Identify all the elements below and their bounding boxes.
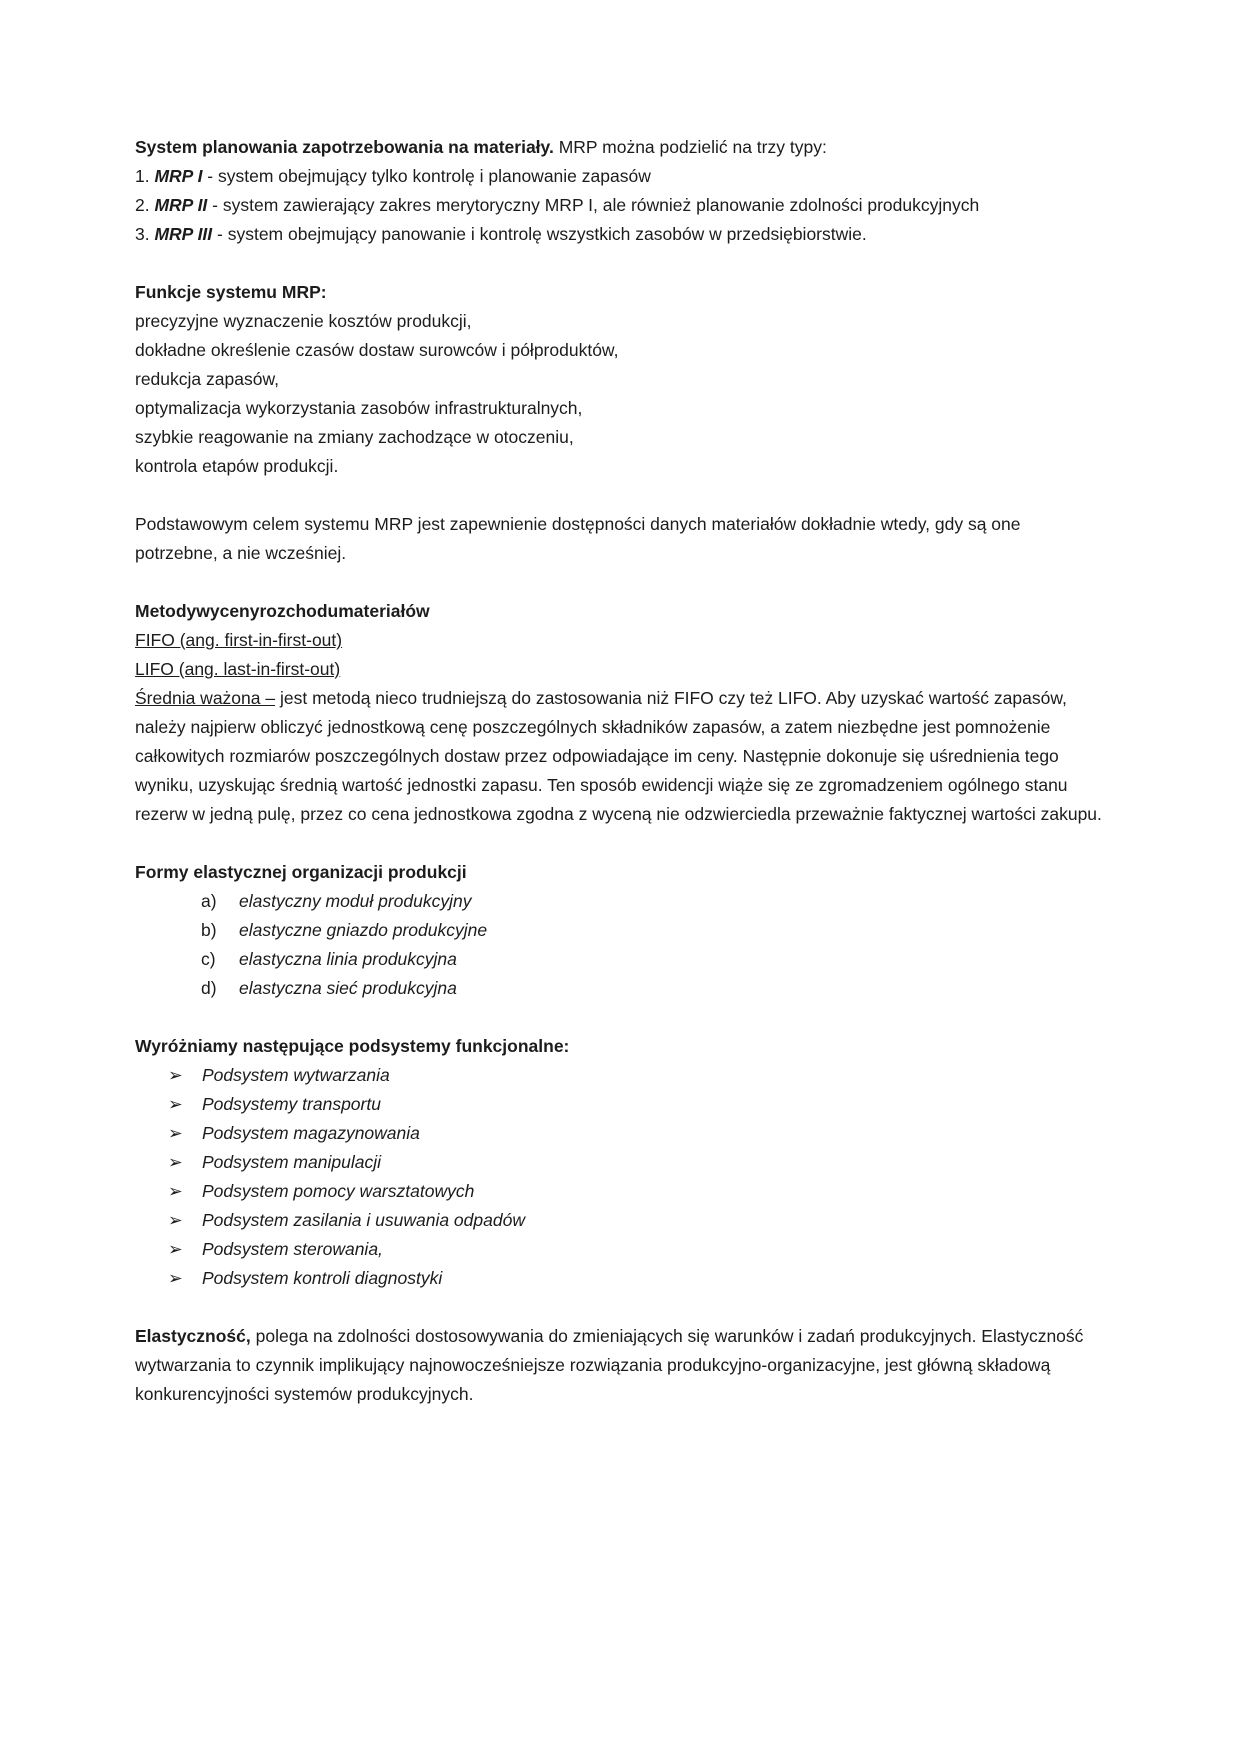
item-text: - system obejmujący panowanie i kontrolę wszystkich zasobów w przedsiębiorstwie. bbox=[212, 224, 867, 244]
form-item-c bbox=[135, 945, 1107, 974]
list-item-mrp-2 bbox=[135, 191, 1107, 220]
fifo-text: FIFO (ang. first-in-first-out) bbox=[135, 630, 343, 650]
heading-forms: Formy elastycznej organizacji produkcji bbox=[135, 862, 467, 882]
section-flexible-forms bbox=[135, 858, 1107, 1003]
subsystem-item bbox=[135, 1148, 1107, 1177]
arrow-bullet-icon: ➢ bbox=[168, 1181, 183, 1201]
section-goal bbox=[135, 510, 1107, 568]
item-text: Podsystem manipulacji bbox=[202, 1152, 381, 1172]
item-text: elastyczny moduł produkcyjny bbox=[239, 891, 472, 911]
intro-bold-text: System planowania zapotrzebowania na materiały. bbox=[135, 137, 554, 157]
subsystem-item bbox=[135, 1235, 1107, 1264]
item-text: elastyczna linia produkcyjna bbox=[239, 949, 457, 969]
item-number: 3. bbox=[135, 224, 155, 244]
section-mrp-types bbox=[135, 133, 1107, 249]
section-mrp-functions bbox=[135, 278, 1107, 481]
arrow-bullet-icon: ➢ bbox=[168, 1239, 183, 1259]
form-item-b bbox=[135, 916, 1107, 945]
subsystem-item bbox=[135, 1119, 1107, 1148]
heading-subsystems: Wyróżniamy następujące podsystemy funkcjonalne: bbox=[135, 1036, 570, 1056]
item-text: Podsystem kontroli diagnostyki bbox=[202, 1268, 443, 1288]
subsystem-item bbox=[135, 1177, 1107, 1206]
item-marker: a) bbox=[201, 891, 217, 911]
elasticity-bold-text: Elastyczność, bbox=[135, 1326, 251, 1346]
function-item: szybkie reagowanie na zmiany zachodzące w otoczeniu, bbox=[135, 427, 574, 447]
form-item-d bbox=[135, 974, 1107, 1003]
arrow-bullet-icon: ➢ bbox=[168, 1152, 183, 1172]
subsystem-item bbox=[135, 1264, 1107, 1293]
item-text: elastyczna sieć produkcyjna bbox=[239, 978, 457, 998]
paragraph-goal: Podstawowym celem systemu MRP jest zapewnienie dostępności danych materiałów dokładnie wtedy, gdy są one potrzebne, a nie wcześniej. bbox=[135, 514, 1021, 563]
item-text: Podsystem wytwarzania bbox=[202, 1065, 390, 1085]
item-text: Podsystem pomocy warsztatowych bbox=[202, 1181, 475, 1201]
form-item-a bbox=[135, 887, 1107, 916]
item-text: Podsystem magazynowania bbox=[202, 1123, 420, 1143]
section-elasticity bbox=[135, 1322, 1107, 1409]
arrow-bullet-icon: ➢ bbox=[168, 1123, 183, 1143]
method-lifo bbox=[135, 655, 1107, 684]
subsystem-item bbox=[135, 1090, 1107, 1119]
mrp-name: MRP I bbox=[154, 166, 203, 186]
elasticity-rest-text: polega na zdolności dostosowywania do zmieniających się warunków i zadań produkcyjnych. Elastyczność wytwarzania to czynnik implikujący najnowocześniejsze rozwiązania produkcyjno-organizacyjne, jest główną składową konkurencyjności systemów produkcyjnych. bbox=[135, 1326, 1084, 1404]
item-text: Podsystem sterowania, bbox=[202, 1239, 383, 1259]
arrow-bullet-icon: ➢ bbox=[168, 1268, 183, 1288]
weighted-average-lead: Średnia ważona – bbox=[135, 688, 276, 708]
item-marker: d) bbox=[201, 978, 217, 998]
item-text: - system zawierający zakres merytoryczny MRP I, ale również planowanie zdolności produkcyjnych bbox=[207, 195, 980, 215]
item-text: elastyczne gniazdo produkcyjne bbox=[239, 920, 488, 940]
function-item: dokładne określenie czasów dostaw surowców i półproduktów, bbox=[135, 340, 619, 360]
heading-functions: Funkcje systemu MRP: bbox=[135, 282, 327, 302]
list-item-mrp-1 bbox=[135, 162, 1107, 191]
paragraph-intro bbox=[135, 133, 1107, 162]
mrp-name: MRP II bbox=[154, 195, 208, 215]
arrow-bullet-icon: ➢ bbox=[168, 1065, 183, 1085]
weighted-average-text: jest metodą nieco trudniejszą do zastosowania niż FIFO czy też LIFO. Aby uzyskać wartość zapasów, należy najpierw obliczyć jednostkową cenę poszczególnych składników zapasów, a zatem niezbędne jest pomnożenie całkowitych rozmiarów poszczególnych dostaw przez odpowiadające im ceny. Następnie dokonuje się uśrednienia tego wyniku, uzyskując średnią wartość jednostki zapasu. Ten sposób ewidencji wiąże się ze zgromadzeniem ogólnego stanu rezerw w jedną pulę, przez co cena jednostkowa zgodna z wyceną nie odzwierciedla przeważnie faktycznej wartości zakupu. bbox=[135, 688, 1102, 824]
list-item-mrp-3 bbox=[135, 220, 1107, 249]
section-subsystems bbox=[135, 1032, 1107, 1293]
item-number: 2. bbox=[135, 195, 155, 215]
item-text: - system obejmujący tylko kontrolę i planowanie zapasów bbox=[202, 166, 651, 186]
function-item: redukcja zapasów, bbox=[135, 369, 279, 389]
paragraph-weighted-average bbox=[135, 684, 1107, 829]
mrp-name: MRP III bbox=[154, 224, 213, 244]
section-valuation-methods bbox=[135, 597, 1107, 829]
item-marker: c) bbox=[201, 949, 216, 969]
intro-rest-text: MRP można podzielić na trzy typy: bbox=[553, 137, 827, 157]
arrow-bullet-icon: ➢ bbox=[168, 1094, 183, 1114]
heading-methods: Metodywycenyrozchodumateriałów bbox=[135, 601, 430, 621]
item-marker: b) bbox=[201, 920, 217, 940]
function-item: optymalizacja wykorzystania zasobów infrastrukturalnych, bbox=[135, 398, 583, 418]
subsystem-item bbox=[135, 1206, 1107, 1235]
function-item: kontrola etapów produkcji. bbox=[135, 456, 339, 476]
method-fifo bbox=[135, 626, 1107, 655]
arrow-bullet-icon: ➢ bbox=[168, 1210, 183, 1230]
item-text: Podsystem zasilania i usuwania odpadów bbox=[202, 1210, 525, 1230]
function-item: precyzyjne wyznaczenie kosztów produkcji, bbox=[135, 311, 472, 331]
item-number: 1. bbox=[135, 166, 155, 186]
subsystem-item bbox=[135, 1061, 1107, 1090]
item-text: Podsystemy transportu bbox=[202, 1094, 381, 1114]
paragraph-elasticity bbox=[135, 1322, 1107, 1409]
lifo-text: LIFO (ang. last-in-first-out) bbox=[135, 659, 341, 679]
